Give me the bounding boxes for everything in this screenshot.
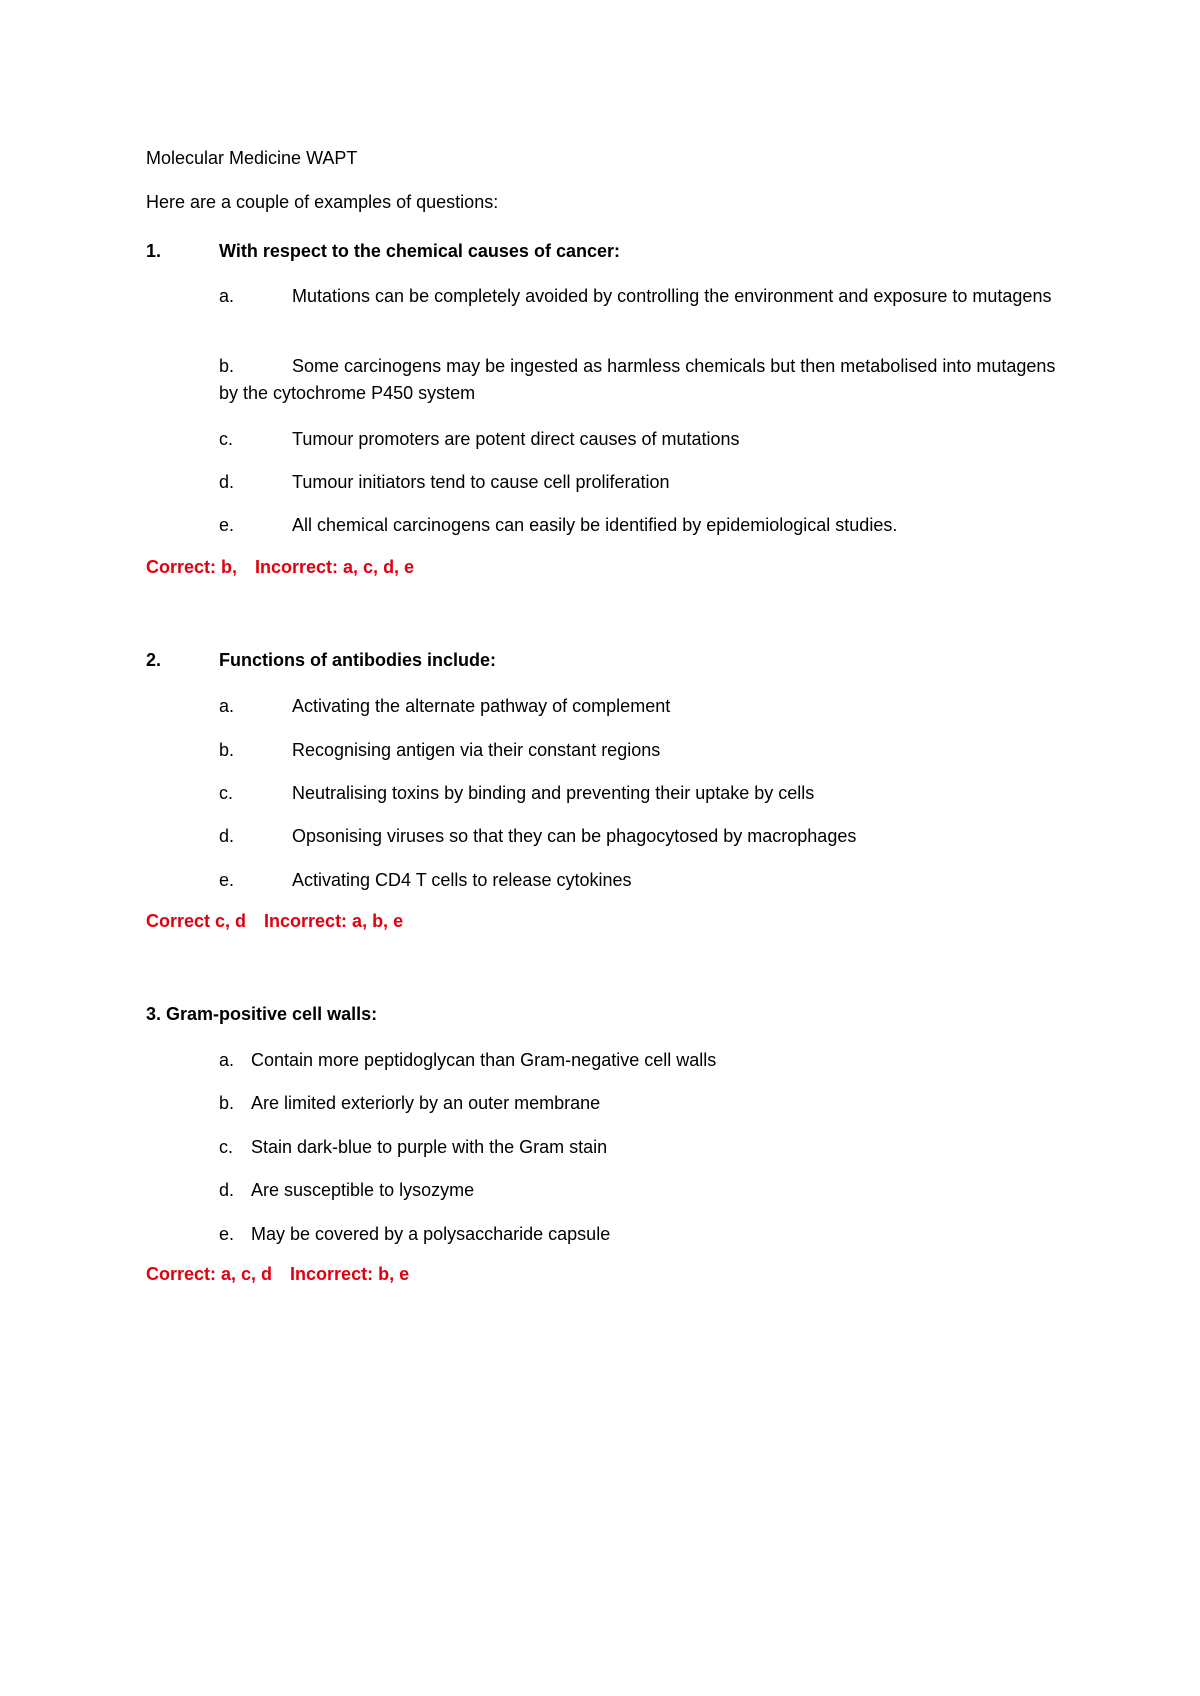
option-text: May be covered by a polysaccharide capsule <box>251 1224 611 1244</box>
q1-option-e <box>219 512 1064 539</box>
question-3-heading <box>146 1004 377 1025</box>
option-letter: a. <box>219 1050 235 1070</box>
q1-option-d <box>219 469 1064 496</box>
q3-option-b <box>219 1090 1064 1117</box>
q3-option-a <box>219 1047 1064 1074</box>
incorrect-answers: Incorrect: a, b, e <box>264 911 404 931</box>
question-number: 2. <box>146 650 162 670</box>
option-letter: d. <box>219 472 235 492</box>
incorrect-answers: Incorrect: a, c, d, e <box>255 557 415 577</box>
option-text: Contain more peptidoglycan than Gram-negative cell walls <box>251 1050 717 1070</box>
option-text: Activating the alternate pathway of complement <box>292 696 671 716</box>
option-letter: a. <box>219 286 235 306</box>
option-text: Some carcinogens may be ingested as harmless chemicals but then metabolised into mutagens by the cytochrome P450 system <box>219 356 1056 403</box>
option-text: Neutralising toxins by binding and preventing their uptake by cells <box>292 783 815 803</box>
correct-answers: Correct: a, c, d <box>146 1264 273 1284</box>
q2-option-d <box>219 823 1064 850</box>
correct-answers: Correct c, d <box>146 911 247 931</box>
option-text: Recognising antigen via their constant regions <box>292 740 661 760</box>
option-text: All chemical carcinogens can easily be identified by epidemiological studies. <box>292 515 898 535</box>
option-text: Activating CD4 T cells to release cytokines <box>292 870 632 890</box>
q3-option-e <box>219 1221 1064 1248</box>
option-letter: c. <box>219 1137 234 1157</box>
q1-option-a <box>219 283 1064 310</box>
q3-option-c <box>219 1134 1064 1161</box>
incorrect-answers: Incorrect: b, e <box>290 1264 410 1284</box>
option-letter: e. <box>219 515 235 535</box>
option-letter: b. <box>219 740 235 760</box>
question-text: Functions of antibodies include: <box>219 650 496 670</box>
option-letter: b. <box>219 1093 235 1113</box>
option-text: Mutations can be completely avoided by controlling the environment and exposure to mutagens <box>292 286 1052 306</box>
question-number: 1. <box>146 241 162 261</box>
question-2-heading <box>146 650 496 671</box>
option-letter: c. <box>219 429 234 449</box>
option-text: Are limited exteriorly by an outer membrane <box>251 1093 601 1113</box>
q2-option-a <box>219 693 1064 720</box>
option-letter: d. <box>219 826 235 846</box>
question-text: Gram-positive cell walls: <box>166 1004 378 1024</box>
q1-answer-key <box>146 557 414 578</box>
option-text: Tumour initiators tend to cause cell proliferation <box>292 472 670 492</box>
q2-answer-key <box>146 911 403 932</box>
q2-option-b <box>219 737 1064 764</box>
correct-answers: Correct: b, <box>146 557 238 577</box>
question-1-heading <box>146 241 620 262</box>
q2-option-e <box>219 867 1064 894</box>
option-letter: d. <box>219 1180 235 1200</box>
q1-option-b <box>219 353 1064 407</box>
option-letter: e. <box>219 870 235 890</box>
q3-option-d <box>219 1177 1064 1204</box>
q3-answer-key <box>146 1264 409 1285</box>
question-number: 3. <box>146 1004 162 1024</box>
option-letter: a. <box>219 696 235 716</box>
option-letter: e. <box>219 1224 235 1244</box>
option-letter: c. <box>219 783 234 803</box>
option-text: Tumour promoters are potent direct causes of mutations <box>292 429 740 449</box>
option-letter: b. <box>219 356 235 376</box>
option-text: Opsonising viruses so that they can be phagocytosed by macrophages <box>292 826 857 846</box>
intro-text: Here are a couple of examples of questions: <box>146 192 499 212</box>
option-text: Stain dark-blue to purple with the Gram stain <box>251 1137 608 1157</box>
question-text: With respect to the chemical causes of cancer: <box>219 241 620 261</box>
document-title: Molecular Medicine WAPT <box>146 148 358 168</box>
q2-option-c <box>219 780 1064 807</box>
q1-option-c <box>219 426 1064 453</box>
option-text: Are susceptible to lysozyme <box>251 1180 475 1200</box>
